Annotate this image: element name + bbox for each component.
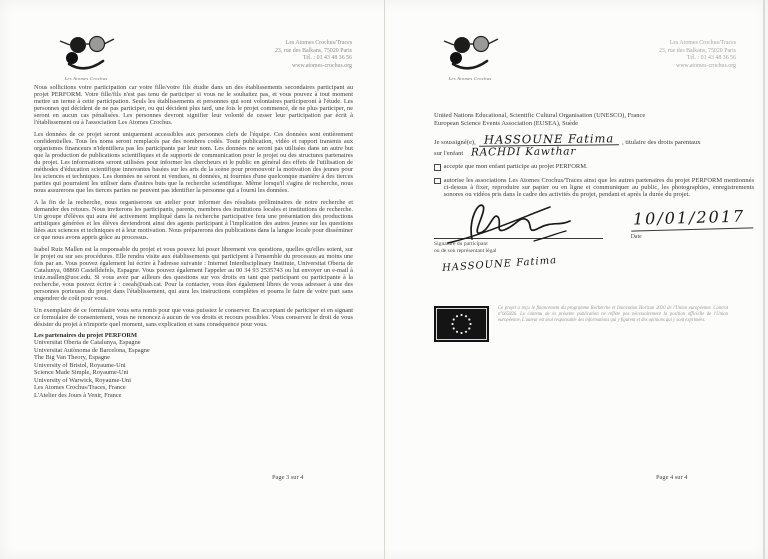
consent-option-media <box>434 177 754 199</box>
paragraph-participation: Nous sollicitons votre participation car votre fille/votre fils étudie dans un des établissements secondaires participant au projet PERFORM. Votre fille/fils n'est pas tenu de participer si vous ne le souhaitez pas, et vous pouvez à tout moment mettre un terme à cette participation. Seuls les établissements et personnes qui sont volontaires participeront à l'étude. Les personnes qui décident de ne pas participer, ou qui décident plus tard, une fois le projet commencé, de ne plus participer, ne seront en aucun cas pénalisées. Les personnes devront signifier leur volonté de cesser leur participation par écrit à l'établissement ou à l'association Les Atomes Crochus. <box>34 84 353 127</box>
scan-edge <box>763 0 765 559</box>
partners-heading: Les partenaires du projet PERFORM <box>34 332 138 340</box>
partner-item: University of Bristol, Royaume-Uni <box>34 361 126 369</box>
declaration-line <box>434 131 754 147</box>
organisation-line: European Science Events Association (EUSEA), Suède <box>434 119 579 127</box>
paragraph-copy: Un exemplaire de ce formulaire vous sera remis pour que vous puissiez le conserver. En acceptant de participer et en signant ce formulaire de consentement, vous ne renoncez à aucun de vos droits et recours possibles. Vous conservez le droit de vous désister du projet à n'importe quel moment, sans explication et sans conséquence pour vous. <box>34 306 353 328</box>
signature-and-date-block <box>434 207 754 275</box>
letterhead-line: www.atomes-crochus.org <box>291 62 352 69</box>
checkbox-icon <box>434 178 441 185</box>
consent-option-participation <box>434 163 754 171</box>
letterhead-address <box>190 40 352 70</box>
page-number: Page 4 sur 4 <box>656 474 688 481</box>
letterhead-line: 23, rue des Balkans, 75020 Paris <box>658 47 736 54</box>
partner-item: Universitat Oberta de Catalunya, Espagne <box>34 339 141 347</box>
paragraph-workshop: A la fin de la recherche, nous organiserons un atelier pour informer des résultats préliminaires de notre recherche et demander des retours. Nous inviterons les participants, parents, membres des institutions locales et institutions de recherche. Un groupe d'élèves qui aura été activement impliqué dans la recherche participative fera une présentation des productions artistiques générées et les élèves deviendront ainsi des agents participant à l'implication des autres jeunes sur les questions liées aux sciences et techniques et à leur motivation. Nous préparerons des publications dans la langue locale pour disséminer ce que nous avons appris grâce au processus. <box>34 198 353 242</box>
parent-name-handwritten: HASSOUNE Fatima <box>483 131 615 147</box>
partner-item: Universitat Autònoma de Barcelona, Espagne <box>34 346 150 354</box>
eu-funding-block <box>434 306 754 347</box>
logo-caption: Les Atomes Crochus <box>64 76 108 81</box>
partner-item: Les Atomes Crochus/Traces, France <box>34 384 126 392</box>
partner-item: The Big Van Theory, Espagne <box>34 354 110 362</box>
paragraph-contact: Isabel Ruiz Mallen est la responsable du projet et vous pouvez lui poser librement vos questions, quelles qu'elles soient, sur le projet ou sur ses procédures. Elle rendra visite aux établissements qui participent à l'ensemble du processus au moins une fois par an. Vous pouvez également lui écrire à l'adresse suivante : Internet Interdisciplinary Institute, Universitat Oberta de Catalunya, 08860 Castelldefels, Espagne. Vous pouvez également l'appeler au 00 34 93 2535743 ou lui envoyer un e-mail à iruiz.mallen@uoc.edu. Si vous avez par ailleurs des questions sur vos droits en tant que participant ou participante à la recherche, vous pouvez écrire à : ceeah@uab.cat. Pour la contacter, vous êtes également libres de vous adresser à une des personnes porteuses du projet dans l'établissement, qui aura les instructions complètes et pourra le faire de votre part sans engendrer de coût pour vous. <box>34 245 353 303</box>
logo-caption: Les Atomes Crochus <box>448 76 492 81</box>
page-fold-divider <box>384 0 385 559</box>
consent-form <box>434 112 754 347</box>
consent-option-label: autorise les associations Les Atomes Crochus/Traces ainsi que les autres partenaires du projet PERFORM mentionnés ci-dessus à fixer, reproduire sur papier ou en ligne et communiquer au public, les photographies, enregistrements sonores ou vidéos pris dans le cadre des activités du projet, pendant et après la durée du projet. <box>443 176 754 199</box>
handwritten-signature-icon <box>438 197 603 250</box>
child-prefix: sur l'enfant <box>434 150 464 158</box>
signature-label-line: Signature du participant <box>434 241 488 248</box>
letterhead-line: Les Atomes Crochus/Traces <box>669 40 736 46</box>
letterhead-line: Les Atomes Crochus/Traces <box>285 40 352 46</box>
associated-organisations <box>434 112 754 127</box>
page-4 <box>384 0 768 559</box>
letterhead-line: 23, rue des Balkans, 75020 Paris <box>274 47 352 54</box>
checkbox-icon <box>434 164 441 171</box>
paragraph-confidentiality: Les données de ce projet seront uniquement accessibles aux personnes clefs de l'équipe. Ces données sont entièrement confidentielles. Tous les noms seront remplacés par des nombres codés. Toute publication, vidéo et rapport transmis aux organismes financeurs n'identifiera pas les participants par leur nom. Les données ne seront pas utilisées dans un autre but que la production de publications scientifiques et de supports de communication pour le projet ou des structures partenaires du projet. Les informations seront utilisées pour informer les chercheurs et le public en général des effets de l'utilisation de méthodes d'éducation scientifique innovantes basées sur les arts de la scène pour promouvoir la motivation des jeunes pour les sciences et techniques. Les données ne seront ni vendues, ni données, ni fournies d'une quelconque manière à des tierces parties qui pourraient les utiliser dans d'autres buts que la recherche scientifique. Même lorsqu'il s'agira de recherche, nous nous assurerons que les tierces parties ne peuvent pas identifier la personne qui a fourni les données. <box>34 130 353 195</box>
declaration-suffix: , titulaire des droits parentaux <box>622 139 701 147</box>
partners-list <box>34 339 353 399</box>
signature-label-line: ou de son représentant légal <box>434 247 497 254</box>
signature-line <box>434 208 603 239</box>
eu-funding-note: Ce projet a reçu le financement du programme Recherche et Innovation Horizon 2020 de l'Union européenne. Contrat n°665826. Le contenu de la présente publication ne reflète pas nécessairement la position officielle de l'Union européenne. L'auteur est seul responsable des informations qui y figurent et des opinions qui y sont exprimées. <box>498 306 728 323</box>
face-glasses-icon <box>57 57 115 74</box>
letterhead-line: Tél. : 01 43 48 36 56 <box>686 55 736 62</box>
letterhead-line: www.atomes-crochus.org <box>675 62 736 69</box>
date-handwritten: 10/01/2017 <box>630 207 753 232</box>
child-name-handwritten: RACHDI Kawthar <box>471 145 577 159</box>
partner-item: University of Warwick, Royaume-Uni <box>34 376 131 384</box>
page-number: Page 3 sur 4 <box>272 474 304 481</box>
letterhead-address <box>574 40 736 70</box>
signature-block <box>434 208 603 275</box>
declaration-prefix: Je soussigné(e), <box>434 139 476 147</box>
eu-flag-icon <box>434 306 489 347</box>
les-atomes-crochus-logo <box>54 34 118 81</box>
partner-item: Science Made Simple, Royaume-Uni <box>34 369 129 377</box>
consent-letter-body <box>34 84 353 399</box>
organisation-line: United Nations Educational, Scientific Cultural Organisation (UNESCO), France <box>434 112 646 119</box>
child-name-field <box>466 147 581 158</box>
les-atomes-crochus-logo <box>438 34 502 81</box>
face-glasses-icon <box>441 57 499 74</box>
signature-name-handwritten: HASSOUNE Fatima <box>441 255 558 275</box>
date-block <box>631 208 754 272</box>
child-line <box>434 147 754 157</box>
date-label: Date <box>630 234 642 241</box>
partner-item: L'Atelier des Jours à Venir, France <box>34 391 122 399</box>
consent-option-label: accepte que mon enfant participe au projet PERFORM. <box>443 163 588 171</box>
letterhead-line: Tél. : 01 43 48 36 56 <box>302 55 352 62</box>
